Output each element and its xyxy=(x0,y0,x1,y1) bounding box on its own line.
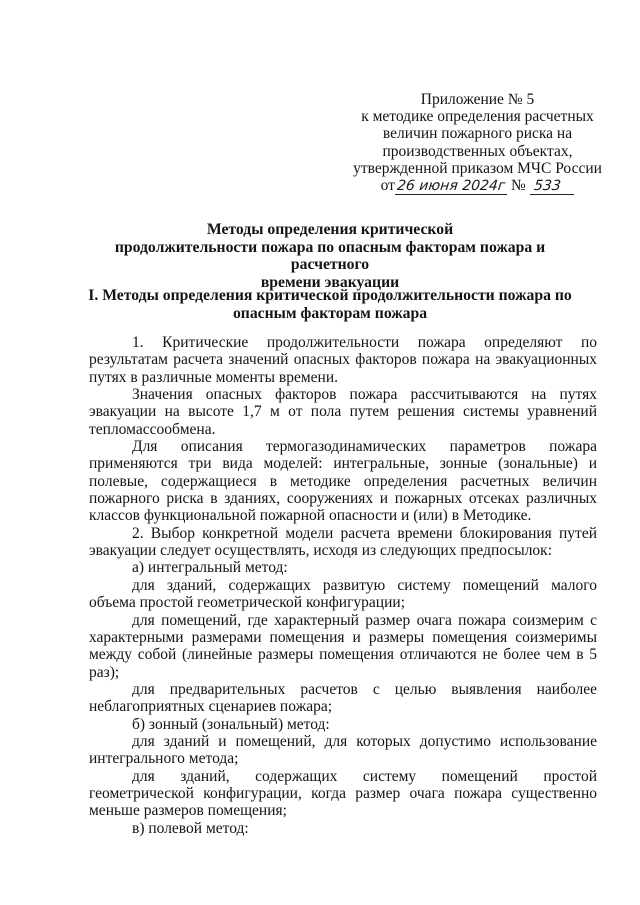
section-heading-line: I. Методы определения критической продолжительности пожара по xyxy=(88,287,572,304)
order-prefix: от xyxy=(380,177,395,195)
annex-line: производственных объектах, xyxy=(382,142,573,160)
list-item: для зданий, содержащих развитую систему помещений малого объема простой геометрической конфигурации; xyxy=(89,576,597,612)
title-line: Методы определения критической xyxy=(206,221,454,238)
title-line: продолжительности пожара по опасным факторам пожара и расчетного xyxy=(114,238,546,274)
list-item: для помещений, где характерный размер очага пожара соизмерим с характерными размерами помещения и размеры помещения соизмеримы между собой (линейные размеры помещения отличаются не более чем в 5 раз); xyxy=(89,611,597,681)
annex-title: Приложение № 5 xyxy=(420,91,535,108)
paragraph: Для описания термогазодинамических параметров пожара применяются три вида моделей: интегральные, зонные (зональные) и полевые, содержащиеся в методике определения расчетных величин пожарного риска в зданиях, сооружениях и пожарных отсеках различных классов функциональной пожарной опасности и (или) в Методике. xyxy=(89,438,597,525)
paragraph: 2. Выбор конкретной модели расчета времени блокирования путей эвакуации следует осуществлять, исходя из следующих предпосылок: xyxy=(89,524,597,560)
section-heading xyxy=(80,287,580,322)
order-date-handwritten: 26 июня 2024г xyxy=(396,178,507,195)
order-number-prefix: № xyxy=(510,177,526,195)
paragraph: 1. Критические продолжительности пожара определяют по результатам расчета значений опасных факторов пожара на эвакуационных путях в различные моменты времени. xyxy=(89,334,597,386)
body-text xyxy=(89,334,597,837)
annex-line: утвержденной приказом МЧС России xyxy=(353,159,602,177)
order-reference xyxy=(330,177,625,195)
list-item: для зданий и помещений, для которых допустимо использование интегрального метода; xyxy=(89,732,597,768)
list-item: б) зонный (зональный) метод: xyxy=(132,715,330,733)
annex-line: к методике определения расчетных xyxy=(361,108,594,126)
title-line: времени эвакуации xyxy=(260,273,400,291)
list-item: для зданий, содержащих систему помещений простой геометрической конфигурации, когда размер очага пожара существенно меньше размеров помещения; xyxy=(89,767,597,820)
annex-header xyxy=(330,91,625,195)
list-item: в) полевой метод: xyxy=(132,819,249,837)
list-item: а) интегральный метод: xyxy=(132,559,288,577)
annex-line: величин пожарного риска на xyxy=(382,125,573,143)
order-number-handwritten: 533 xyxy=(532,178,562,195)
list-item: для предварительных расчетов с целью выявления наиболее неблагоприятных сценариев пожара; xyxy=(89,680,597,716)
paragraph: Значения опасных факторов пожара рассчитываются на путях эвакуации на высоте 1,7 м от пола путем решения системы уравнений тепломассообмена. xyxy=(89,386,597,438)
section-heading-line: опасным факторам пожара xyxy=(232,304,428,322)
document-title xyxy=(80,221,580,291)
